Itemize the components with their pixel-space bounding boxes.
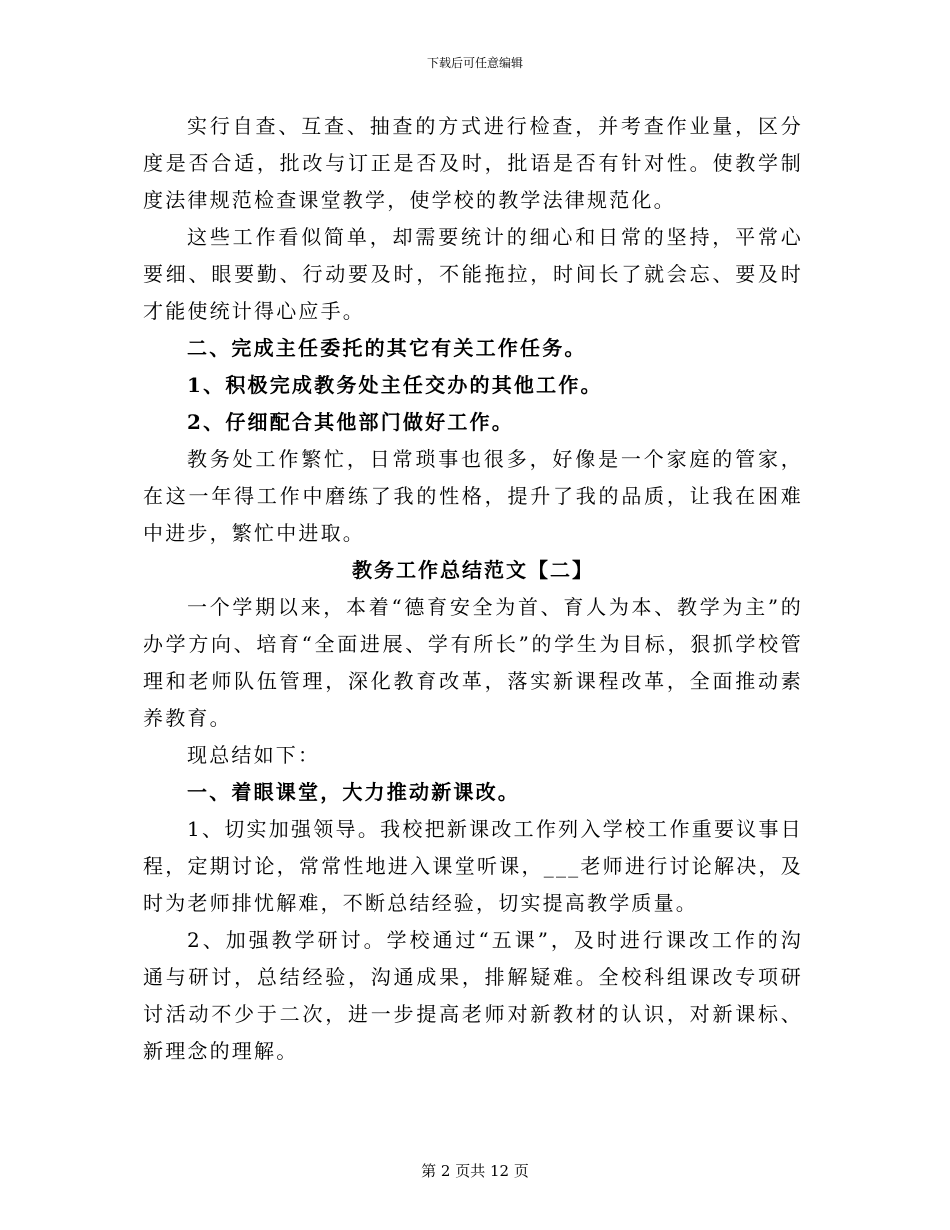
document-section-title: 教务工作总结范文【二】 [352,558,594,582]
document-body [143,108,803,1070]
paragraph: 教务处工作繁忙，日常琐事也很多，好像是一个家庭的管家，在这一年得工作中磨练了我的性格，提升了我的品质，让我在困难中进步，繁忙中进取。 [143,447,803,545]
paragraph: 这些工作看似简单，却需要统计的细心和日常的坚持，平常心要细、眼要勤、行动要及时，不能拖拉，时间长了就会忘、要及时才能使统计得心应手。 [143,225,803,323]
header-note: 下载后可任意编辑 [426,56,523,70]
subsection-heading: 2、仔细配合其他部门做好工作。 [187,410,514,434]
paragraph: 2、加强教学研讨。学校通过“五课”，及时进行课改工作的沟通与研讨，总结经验，沟通成果，排解疑难。全校科组课改专项研讨活动不少于二次，进一步提高老师对新教材的认识，对新课标、新理念的理解。 [143,928,803,1063]
paragraph: 一个学期以来，本着“德育安全为首、育人为本、教学为主”的办学方向、培育“全面进展、学有所长”的学生为目标，狠抓学校管理和老师队伍管理，深化教育改革，落实新课程改革，全面推动素养教育。 [143,595,803,730]
section-heading: 二、完成主任委托的其它有关工作任务。 [187,336,587,360]
section-heading: 一、着眼课堂，大力推动新课改。 [187,780,520,804]
subsection-heading: 1、积极完成教务处主任交办的其他工作。 [187,373,603,397]
page-number: 第 2 页共 12 页 [421,1162,529,1180]
paragraph: 1、切实加强领导。我校把新课改工作列入学校工作重要议事日程，定期讨论，常常性地进入课堂听课，___老师进行讨论解决，及时为老师排忧解难，不断总结经验，切实提高教学质量。 [143,817,803,915]
paragraph: 实行自查、互查、抽查的方式进行检查，并考查作业量，区分度是否合适，批改与订正是否及时，批语是否有针对性。使教学制度法律规范检查课堂教学，使学校的教学法律规范化。 [143,114,803,212]
paragraph: 现总结如下： [187,743,321,767]
